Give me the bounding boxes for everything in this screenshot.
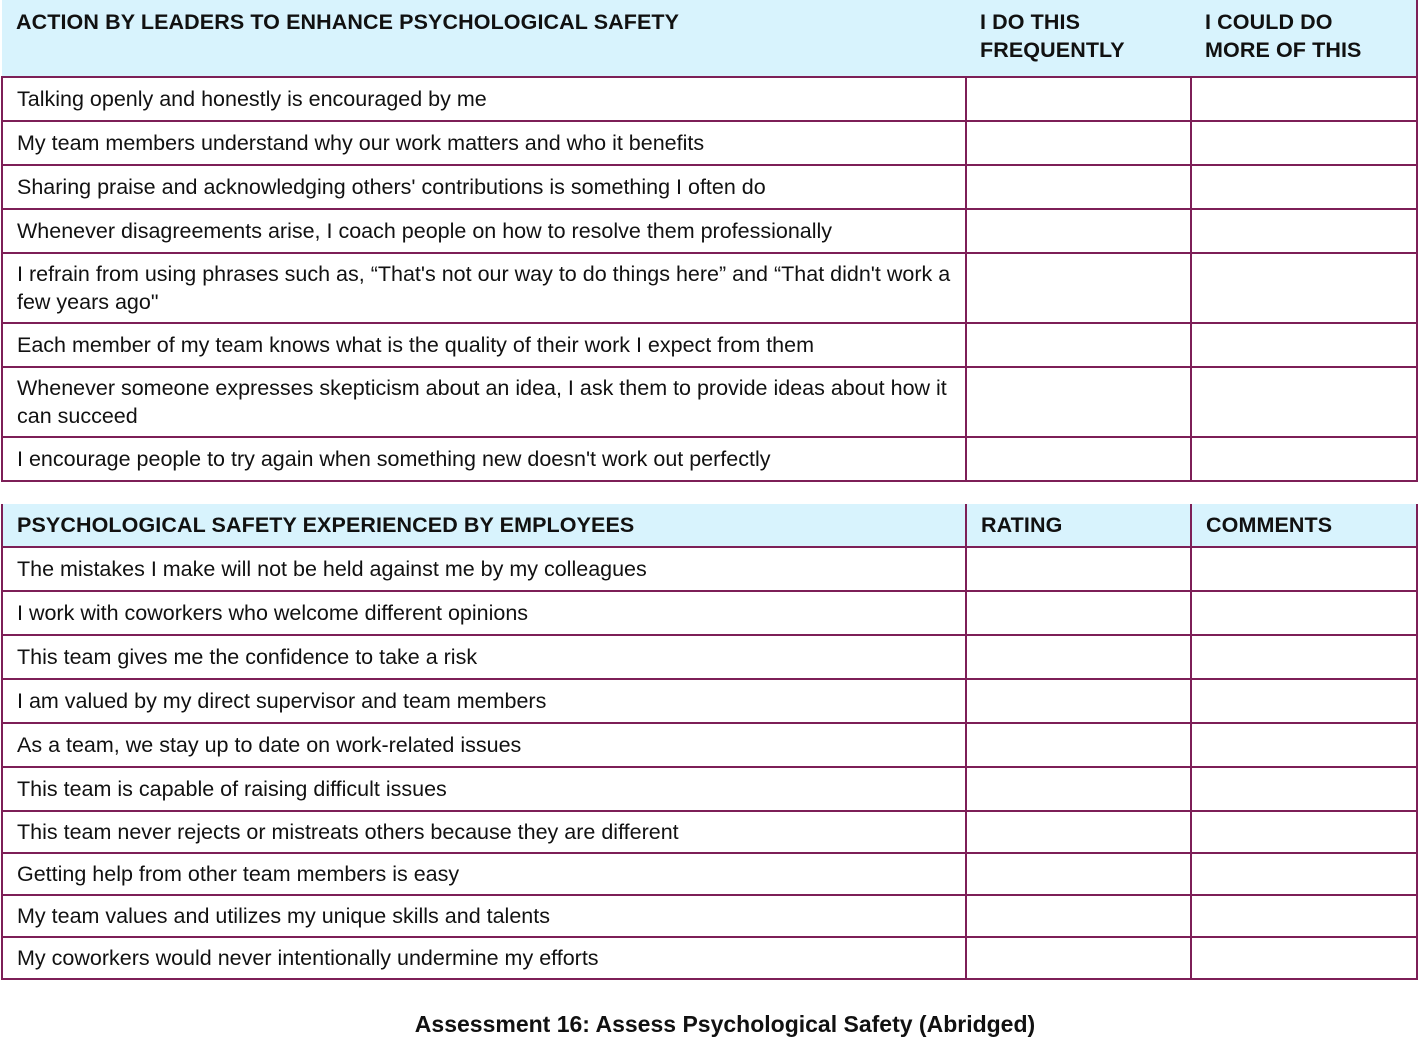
- more-cell[interactable]: [1191, 437, 1417, 481]
- more-cell[interactable]: [1191, 121, 1417, 165]
- statement-cell: The mistakes I make will not be held against me by my colleagues: [2, 547, 966, 591]
- rating-cell[interactable]: [966, 811, 1191, 853]
- table-row: [2, 121, 1417, 165]
- comments-cell[interactable]: [1191, 767, 1417, 811]
- rating-cell[interactable]: [966, 635, 1191, 679]
- table-row: [2, 547, 1417, 591]
- header-action: ACTION BY LEADERS TO ENHANCE PSYCHOLOGICAL SAFETY: [2, 0, 966, 77]
- rating-cell[interactable]: [966, 895, 1191, 937]
- statement-cell: This team is capable of raising difficult issues: [2, 767, 966, 811]
- more-cell[interactable]: [1191, 209, 1417, 253]
- more-cell[interactable]: [1191, 253, 1417, 323]
- header-frequently: I DO THIS FREQUENTLY: [966, 0, 1191, 77]
- table-row: [2, 679, 1417, 723]
- table-row: [2, 591, 1417, 635]
- statement-cell: My team members understand why our work matters and who it benefits: [2, 121, 966, 165]
- statement-cell: I am valued by my direct supervisor and team members: [2, 679, 966, 723]
- table-row: [2, 635, 1417, 679]
- table-row: [2, 367, 1417, 437]
- statement-cell: As a team, we stay up to date on work-related issues: [2, 723, 966, 767]
- statement-cell: Each member of my team knows what is the quality of their work I expect from them: [2, 323, 966, 367]
- statement-cell: Talking openly and honestly is encouraged by me: [2, 77, 966, 121]
- comments-cell[interactable]: [1191, 679, 1417, 723]
- frequently-cell[interactable]: [966, 253, 1191, 323]
- statement-cell: My team values and utilizes my unique skills and talents: [2, 895, 966, 937]
- more-cell[interactable]: [1191, 165, 1417, 209]
- header-rating: RATING: [966, 504, 1191, 547]
- statement-cell: I refrain from using phrases such as, “That's not our way to do things here” and “That didn't work a few years ago": [2, 253, 966, 323]
- table-row: [2, 323, 1417, 367]
- rating-cell[interactable]: [966, 723, 1191, 767]
- table-row: [2, 165, 1417, 209]
- more-cell[interactable]: [1191, 77, 1417, 121]
- statement-cell: Whenever someone expresses skepticism about an idea, I ask them to provide ideas about how it can succeed: [2, 367, 966, 437]
- rating-cell[interactable]: [966, 853, 1191, 895]
- table-row: [2, 723, 1417, 767]
- frequently-cell[interactable]: [966, 121, 1191, 165]
- rating-cell[interactable]: [966, 937, 1191, 979]
- header-comments: COMMENTS: [1191, 504, 1417, 547]
- header-statement: PSYCHOLOGICAL SAFETY EXPERIENCED BY EMPLOYEES: [2, 504, 966, 547]
- statement-cell: Getting help from other team members is easy: [2, 853, 966, 895]
- employee-safety-table: [1, 504, 1418, 980]
- table-row: [2, 937, 1417, 979]
- frequently-cell[interactable]: [966, 77, 1191, 121]
- table-row: [2, 853, 1417, 895]
- frequently-cell[interactable]: [966, 437, 1191, 481]
- rating-cell[interactable]: [966, 679, 1191, 723]
- rating-cell[interactable]: [966, 547, 1191, 591]
- comments-cell[interactable]: [1191, 635, 1417, 679]
- table-row: [2, 77, 1417, 121]
- statement-cell: Whenever disagreements arise, I coach people on how to resolve them professionally: [2, 209, 966, 253]
- table-row: [2, 209, 1417, 253]
- more-cell[interactable]: [1191, 323, 1417, 367]
- rating-cell[interactable]: [966, 767, 1191, 811]
- frequently-cell[interactable]: [966, 367, 1191, 437]
- more-cell[interactable]: [1191, 367, 1417, 437]
- comments-cell[interactable]: [1191, 895, 1417, 937]
- comments-cell[interactable]: [1191, 723, 1417, 767]
- frequently-cell[interactable]: [966, 209, 1191, 253]
- table-row: [2, 895, 1417, 937]
- leader-table-header-row: [2, 0, 1417, 77]
- statement-cell: This team never rejects or mistreats others because they are different: [2, 811, 966, 853]
- assessment-caption: Assessment 16: Assess Psychological Safety (Abridged): [414, 1011, 1036, 1037]
- comments-cell[interactable]: [1191, 853, 1417, 895]
- leader-actions-table: [1, 0, 1418, 482]
- statement-cell: Sharing praise and acknowledging others' contributions is something I often do: [2, 165, 966, 209]
- table-row: [2, 811, 1417, 853]
- frequently-cell[interactable]: [966, 323, 1191, 367]
- rating-cell[interactable]: [966, 591, 1191, 635]
- employee-table-header-row: [2, 504, 1417, 547]
- comments-cell[interactable]: [1191, 811, 1417, 853]
- statement-cell: I encourage people to try again when something new doesn't work out perfectly: [2, 437, 966, 481]
- header-more: I COULD DO MORE OF THIS: [1191, 0, 1417, 77]
- table-row: [2, 767, 1417, 811]
- frequently-cell[interactable]: [966, 165, 1191, 209]
- table-row: [2, 253, 1417, 323]
- comments-cell[interactable]: [1191, 937, 1417, 979]
- statement-cell: My coworkers would never intentionally undermine my efforts: [2, 937, 966, 979]
- comments-cell[interactable]: [1191, 591, 1417, 635]
- comments-cell[interactable]: [1191, 547, 1417, 591]
- statement-cell: This team gives me the confidence to take a risk: [2, 635, 966, 679]
- statement-cell: I work with coworkers who welcome different opinions: [2, 591, 966, 635]
- table-row: [2, 437, 1417, 481]
